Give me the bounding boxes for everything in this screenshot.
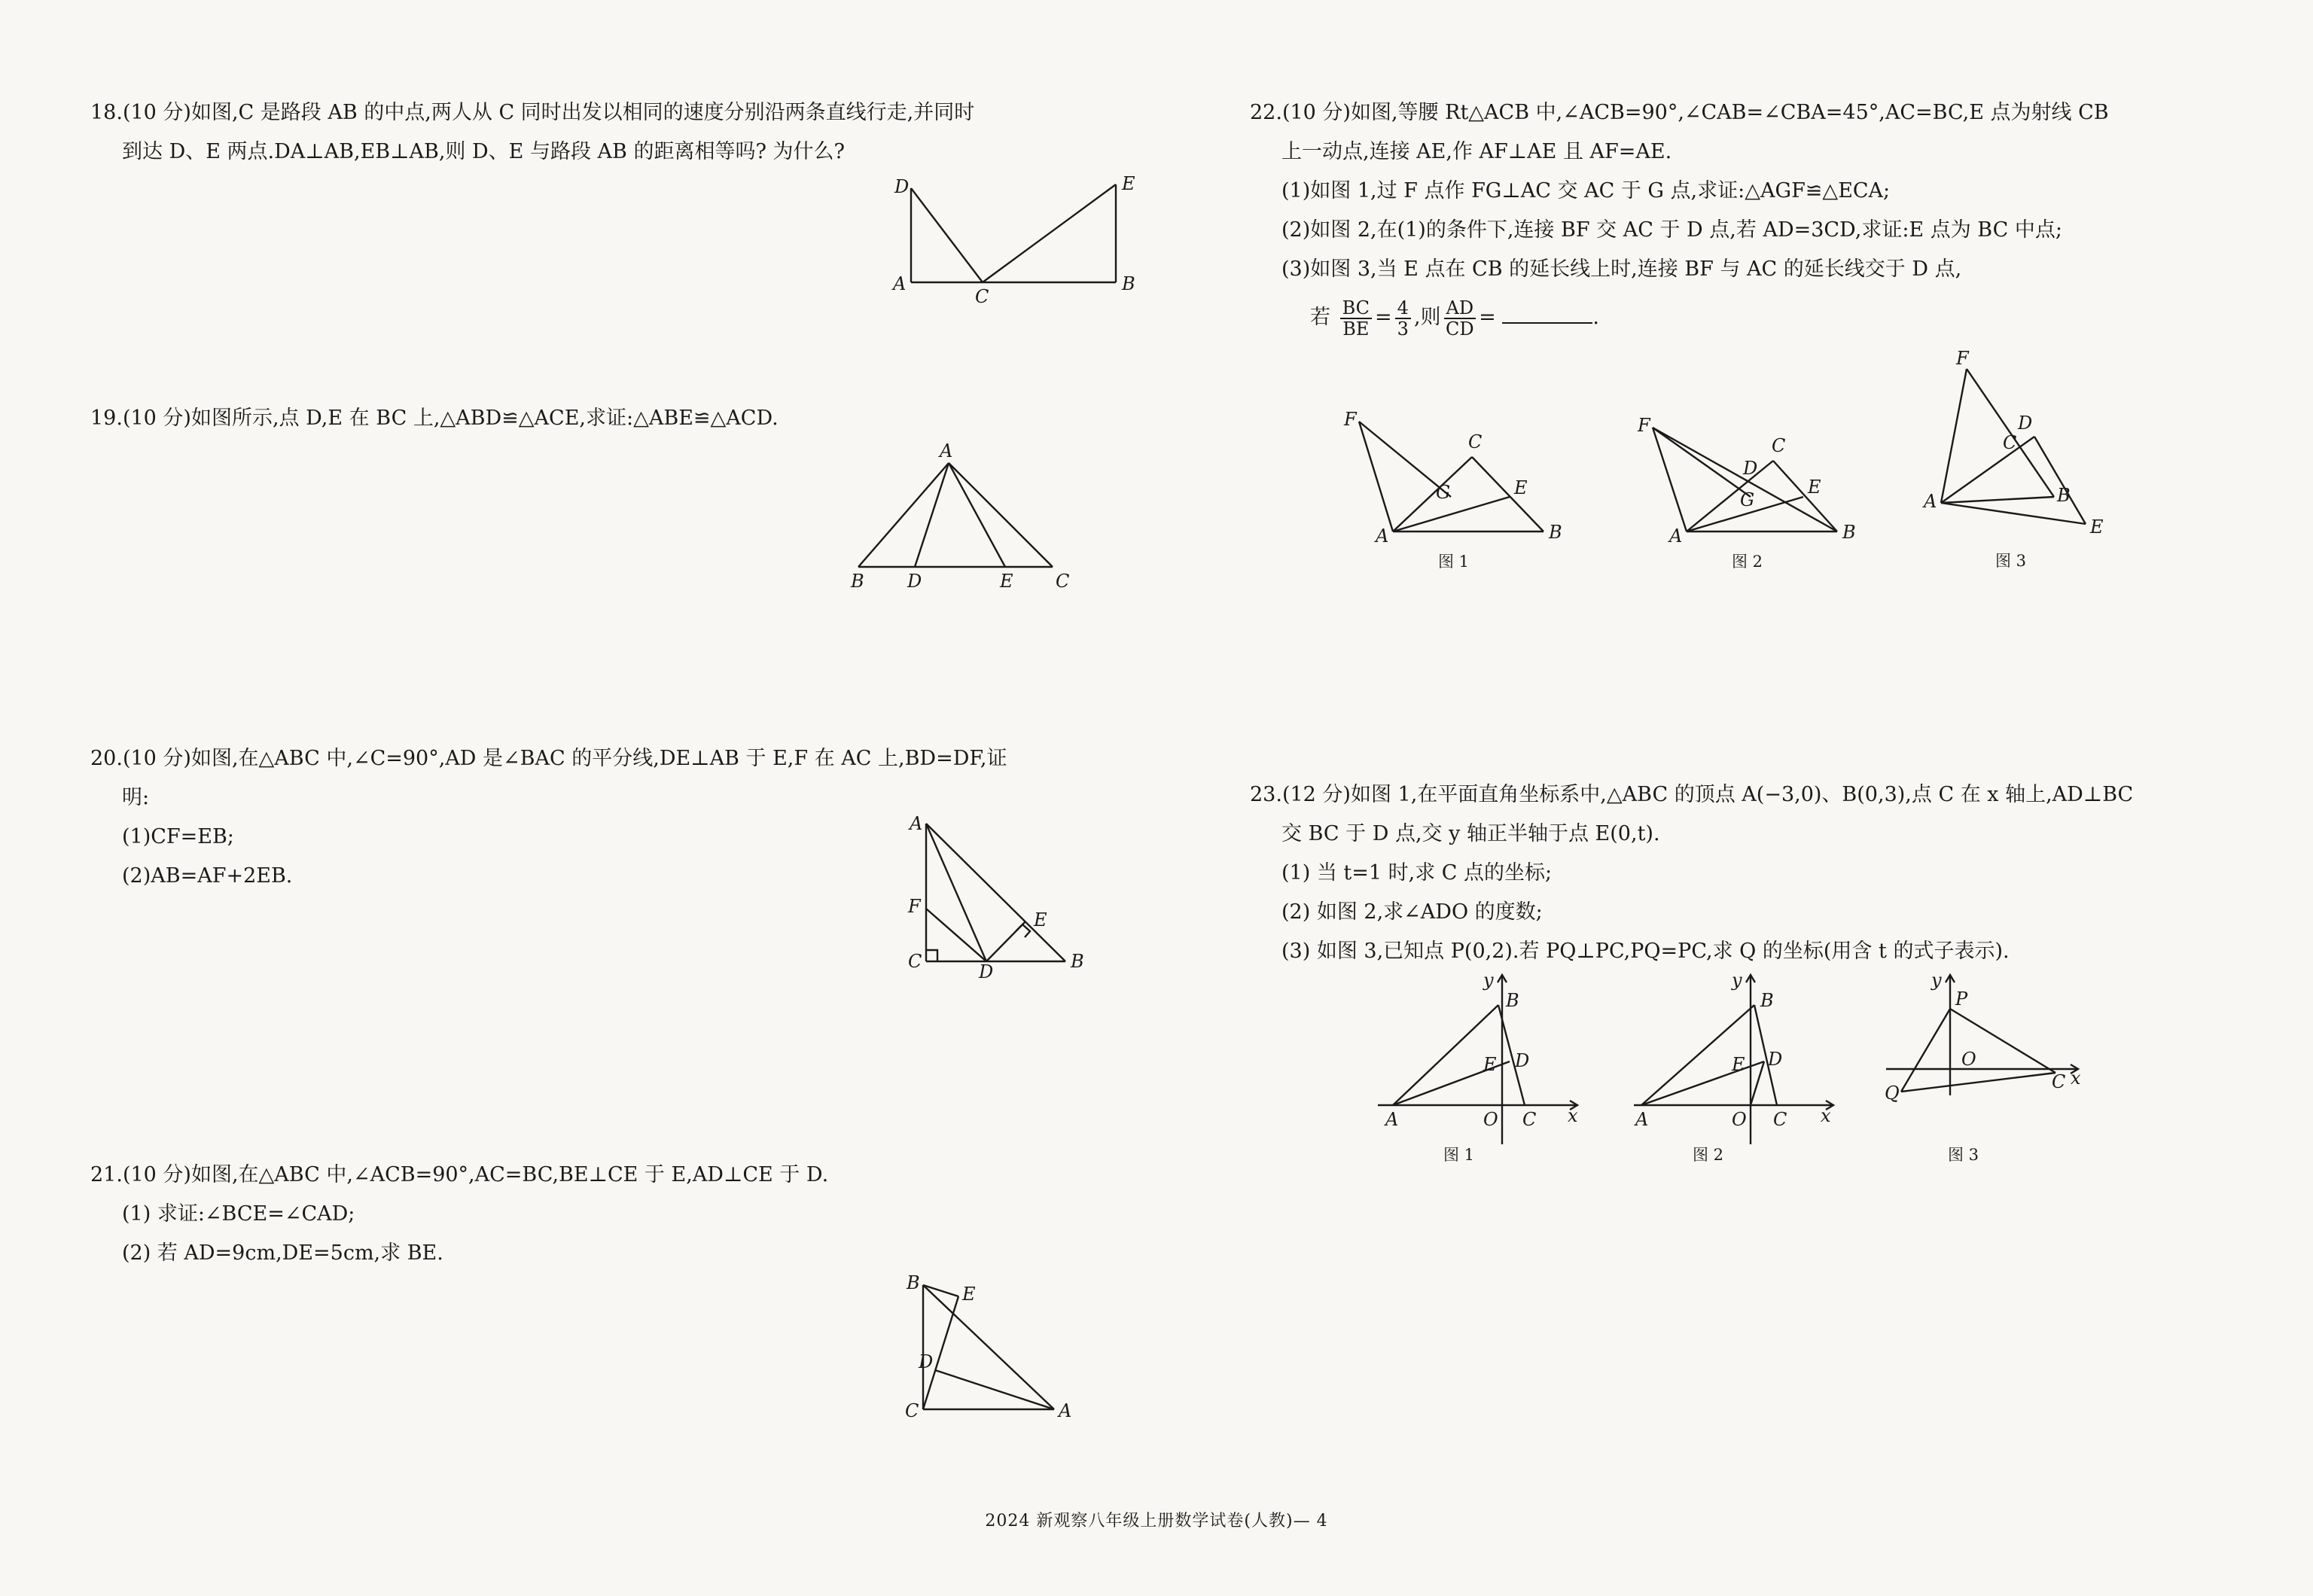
problem-23 xyxy=(1250,775,2313,971)
label-b: B xyxy=(2057,485,2071,506)
problem-22 xyxy=(1250,93,2313,289)
label-b: B xyxy=(1842,522,1856,543)
label-x: x xyxy=(1568,1105,1578,1126)
problem-20-line-4: (2)AB=AF+2EB. xyxy=(122,864,293,888)
label-e: E xyxy=(1514,477,1528,498)
label-p: P xyxy=(1955,988,1968,1010)
label-q: Q xyxy=(1885,1083,1900,1104)
label-c: C xyxy=(1772,435,1786,456)
problem-22-line-2: 上一动点,连接 AE,作 AF⊥AE 且 AF=AE. xyxy=(1281,140,1672,163)
problem-21-line-1: 21.(10 分)如图,在△ABC 中,∠ACB=90°,AC=BC,BE⊥CE 于 E,AD⊥CE 于 D. xyxy=(90,1163,829,1186)
label-e: E xyxy=(1732,1054,1745,1075)
figure-caption: 图 3 xyxy=(1995,552,2027,570)
label-e: E xyxy=(962,1284,976,1305)
label-c: C xyxy=(1056,571,1070,592)
problem-23-line-2: 交 BC 于 D 点,交 y 轴正半轴于点 E(0,t). xyxy=(1281,822,1660,845)
problem-18-line-1: 18.(10 分)如图,C 是路段 AB 的中点,两人从 C 同时出发以相同的速度分别沿两条直线行走,并同时 xyxy=(90,101,975,124)
label-a: A xyxy=(1059,1400,1072,1421)
equals-sign: = xyxy=(1479,306,1496,329)
problem-20-line-2: 明: xyxy=(122,786,150,809)
fraction-bc-be xyxy=(1340,298,1372,339)
problem-22-figure-1 xyxy=(1336,399,1585,580)
figure-caption: 图 2 xyxy=(1693,1146,1724,1164)
problem-21-line-3: (2) 若 AD=9cm,DE=5cm,求 BE. xyxy=(122,1241,443,1265)
label-d: D xyxy=(2018,413,2033,434)
problem-22-answer-line xyxy=(1310,295,1762,340)
answer-blank xyxy=(1502,307,1592,324)
label-b: B xyxy=(907,1272,920,1293)
label-e: E xyxy=(1034,909,1047,930)
label-a: A xyxy=(1669,525,1683,547)
figure-caption: 图 2 xyxy=(1732,553,1763,571)
figure-3-diagram xyxy=(1879,967,2104,1171)
problem-21-figure xyxy=(896,1266,1167,1424)
figure-1-diagram xyxy=(1336,399,1585,580)
label-e: E xyxy=(1122,173,1135,194)
problem-19-line-1: 19.(10 分)如图所示,点 D,E 在 BC 上,△ABD≌△ACE,求证:△ABE≌△ACD. xyxy=(90,407,779,430)
label-b: B xyxy=(1122,273,1135,294)
label-y: y xyxy=(1483,970,1494,991)
label-y: y xyxy=(1931,970,1942,991)
fraction-denominator: 3 xyxy=(1397,318,1409,340)
label-g: G xyxy=(1436,482,1451,503)
label-a: A xyxy=(1376,525,1389,547)
label-a: A xyxy=(940,440,953,461)
problem-18 xyxy=(90,93,1160,172)
label-e: E xyxy=(1808,477,1821,498)
problem-23-line-3: (1) 当 t=1 时,求 C 点的坐标; xyxy=(1281,861,1553,885)
problem-23-line-4: (2) 如图 2,求∠ADO 的度数; xyxy=(1281,900,1543,924)
figure-2-diagram xyxy=(1626,967,1860,1171)
label-c: C xyxy=(908,951,922,972)
problem-21 xyxy=(90,1156,1160,1273)
label-c: C xyxy=(905,1400,919,1421)
then-text: ,则 xyxy=(1413,306,1441,329)
label-b: B xyxy=(851,571,864,592)
equals-sign: = xyxy=(1375,306,1392,329)
fraction-4-3 xyxy=(1395,298,1411,339)
problem-19 xyxy=(90,399,1160,438)
label-d: D xyxy=(907,571,922,592)
label-c: C xyxy=(1468,431,1483,452)
page-footer: 2024 新观察八年级上册数学试卷(人教)— 4 xyxy=(985,1512,1328,1531)
fraction-numerator: BC xyxy=(1340,298,1372,319)
label-o: O xyxy=(1732,1109,1747,1130)
label-d: D xyxy=(1743,458,1758,479)
label-c: C xyxy=(2003,432,2017,453)
problem-22-line-5: (3)如图 3,当 E 点在 CB 的延长线上时,连接 BF 与 AC 的延长线交于 D 点, xyxy=(1281,257,1962,281)
problem-20-figure xyxy=(904,815,1167,980)
problem-21-line-2: (1) 求证:∠BCE=∠CAD; xyxy=(122,1202,355,1226)
problem-19-diagram xyxy=(843,440,1175,598)
label-y: y xyxy=(1732,970,1742,991)
figure-2-diagram xyxy=(1630,399,1879,580)
problem-20-line-1: 20.(10 分)如图,在△ABC 中,∠C=90°,AD 是∠BAC 的平分线,DE⊥AB 于 E,F 在 AC 上,BD=DF,证 xyxy=(90,747,1007,770)
label-e: E xyxy=(1483,1054,1497,1075)
problem-23-figure-2 xyxy=(1626,967,1860,1171)
label-d: D xyxy=(979,961,994,982)
problem-22-line-1: 22.(10 分)如图,等腰 Rt△ACB 中,∠ACB=90°,∠CAB=∠CBA=45°,AC=BC,E 点为射线 CB xyxy=(1250,101,2109,124)
label-f: F xyxy=(1956,348,1969,369)
label-e: E xyxy=(2090,516,2104,538)
fraction-denominator: BE xyxy=(1342,318,1370,340)
label-a: A xyxy=(1924,491,1937,512)
label-d: D xyxy=(1768,1049,1783,1070)
label-d: D xyxy=(894,176,910,197)
label-e: E xyxy=(1000,571,1013,592)
label-f: F xyxy=(1638,415,1650,436)
label-b: B xyxy=(1506,990,1519,1011)
figure-3-diagram xyxy=(1912,348,2153,580)
label-b: B xyxy=(1071,951,1084,972)
problem-23-figure-1 xyxy=(1370,967,1604,1171)
label-b: B xyxy=(1760,990,1774,1011)
label-a: A xyxy=(1635,1109,1649,1130)
label-x: x xyxy=(2071,1068,2081,1089)
label-x: x xyxy=(1821,1105,1831,1126)
label-d: D xyxy=(1515,1050,1530,1071)
label-b: B xyxy=(1549,522,1562,543)
label-d: D xyxy=(919,1351,934,1372)
problem-18-figure xyxy=(892,173,1163,309)
problem-22-figure-3 xyxy=(1912,348,2153,580)
problem-22-line-3: (1)如图 1,过 F 点作 FG⊥AC 交 AC 于 G 点,求证:△AGF≌△ECA; xyxy=(1281,179,1891,203)
problem-23-line-1: 23.(12 分)如图 1,在平面直角坐标系中,△ABC 的顶点 A(−3,0)、B(0,3),点 C 在 x 轴上,AD⊥BC xyxy=(1250,783,2134,806)
fraction-denominator: CD xyxy=(1446,318,1474,340)
label-c: C xyxy=(975,286,989,307)
label-g: G xyxy=(1740,489,1755,510)
label-c: C xyxy=(1522,1109,1537,1130)
label-a: A xyxy=(893,273,907,294)
fraction-ad-cd xyxy=(1444,298,1476,339)
label-a: A xyxy=(910,813,923,834)
figure-caption: 图 1 xyxy=(1443,1146,1475,1164)
problem-22-figure-2 xyxy=(1630,399,1879,580)
problem-23-figure-3 xyxy=(1879,967,2104,1171)
period: . xyxy=(1592,306,1599,329)
figure-caption: 图 1 xyxy=(1438,553,1470,571)
figure-1-diagram xyxy=(1370,967,1604,1171)
label-o: O xyxy=(1483,1109,1498,1130)
answer-prefix: 若 xyxy=(1310,306,1330,329)
problem-19-figure xyxy=(843,440,1175,598)
label-c: C xyxy=(1773,1109,1787,1130)
problem-20-diagram xyxy=(904,815,1167,980)
figure-caption: 图 3 xyxy=(1948,1146,1979,1164)
fraction-numerator: AD xyxy=(1444,298,1476,319)
fraction-numerator: 4 xyxy=(1395,298,1411,319)
problem-21-diagram xyxy=(896,1266,1167,1424)
label-o: O xyxy=(1961,1049,1976,1070)
label-a: A xyxy=(1385,1109,1399,1130)
problem-22-line-4: (2)如图 2,在(1)的条件下,连接 BF 交 AC 于 D 点,若 AD=3CD,求证:E 点为 BC 中点; xyxy=(1281,218,2062,242)
problem-18-diagram xyxy=(892,173,1163,309)
problem-18-line-2: 到达 D、E 两点.DA⊥AB,EB⊥AB,则 D、E 与路段 AB 的距离相等吗? 为什么? xyxy=(122,140,845,163)
label-f: F xyxy=(908,896,921,917)
label-c: C xyxy=(2052,1071,2066,1092)
problem-23-line-5: (3) 如图 3,已知点 P(0,2).若 PQ⊥PC,PQ=PC,求 Q 的坐标(用含 t 的式子表示). xyxy=(1281,940,2010,963)
label-f: F xyxy=(1344,409,1357,430)
problem-20-line-3: (1)CF=EB; xyxy=(122,825,234,848)
